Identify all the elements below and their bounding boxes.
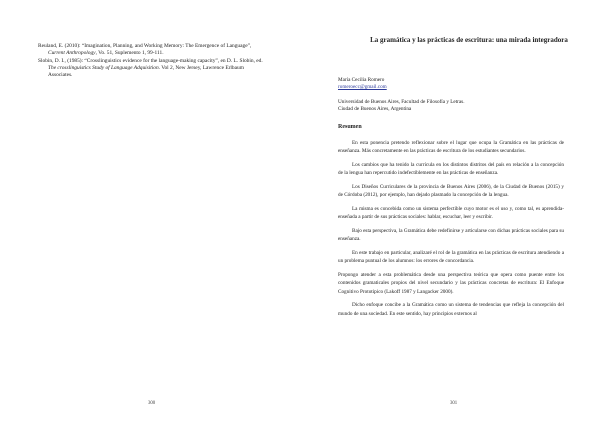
abstract-paragraph: En esta ponencia pretendo reflexionar sobre el lugar que ocupa la Gramática en las prácticas de enseñanza. Más concretamente en las prácticas de escritura de los estudiantes secundarios. (338, 140, 564, 155)
reference-entry: Slobin, D. I., (1985): “Crosslinguistics evidence for the language-making capacity”, en D. L. Slobin, ed. The crosslinguistics Study of Language Adquisition. Vol 2, New Jersey, Lawrence Erlbaum Associates. (38, 57, 263, 79)
right-page (300, 0, 600, 424)
abstract-body (338, 139, 564, 323)
abstract-paragraph: Bajo esta perspectiva, la Gramática debe redefinirse y articularse con dichas prácticas sociales para su enseñanza. (338, 228, 564, 243)
page-number-left: 300 (148, 401, 156, 406)
abstract-paragraph: Propongo atender a esta problemática desde una perspectiva teórica que opera como puente entre los contenidos gramaticales propios del nivel secundario y las prácticas concretas de escritura: El Enfoque Cognitivo Prototipico (Lakoff 1987 y Langacker 2000). (338, 272, 564, 295)
author-block (338, 77, 568, 91)
affiliation-line: Universidad de Buenos Aires, Facultad de Filosofía y Letras. (338, 99, 465, 105)
affiliation-block (338, 99, 568, 113)
author-name: María Cecilia Romero (338, 77, 385, 83)
author-email-link[interactable]: romeroecc@gmail.com (338, 84, 387, 90)
abstract-paragraph: Los Diseños Curriculares de la provincia de Buenos Aires (2006), de la Ciudad de Buenos (2015) y de Córdoba (2012), por ejemplo, han dejado plasmado la concepción de la lengua. (338, 184, 564, 199)
abstract-paragraph: La misma es concebida como un sistema perfectible cuyo motor es el uso y, como tal, es aprendida-enseñada a partir de sus prácticas sociales: hablar, escuchar, leer y escribir. (338, 206, 564, 221)
abstract-paragraph: En este trabajo en particular, analizaré el rol de la gramática en las prácticas de escritura atendiendo a un problema puntual de los alumnos: los errores de concordancia. (338, 250, 564, 265)
abstract-paragraph: Los cambios que ha tenido la currícula en los distintos distritos del país en relación a la concepción de la lengua han repercutido indefectiblemente en las prácticas de enseñanza. (338, 162, 564, 177)
page-number-right: 301 (450, 401, 458, 406)
abstract-heading: Resumen (338, 124, 362, 130)
abstract-paragraph: Dicho enfoque concibe a la Gramática como un sistema de tendencias que refleja la concepción del mundo de una sociedad. En este sentido, hay principios externos al (338, 302, 564, 317)
article-title: La gramática y las prácticas de escritura: una mirada integradora (370, 36, 568, 44)
references-list (38, 43, 268, 79)
reference-entry: Reuland, E. (2010): “Imagination, Planning, and Working Memory: The Emergence of Language”, Current Anthropology, Vo. 51, Suplemento 1, 99-111. (38, 43, 252, 57)
affiliation-line: Ciudad de Buenos Aires, Argentina (338, 106, 412, 112)
